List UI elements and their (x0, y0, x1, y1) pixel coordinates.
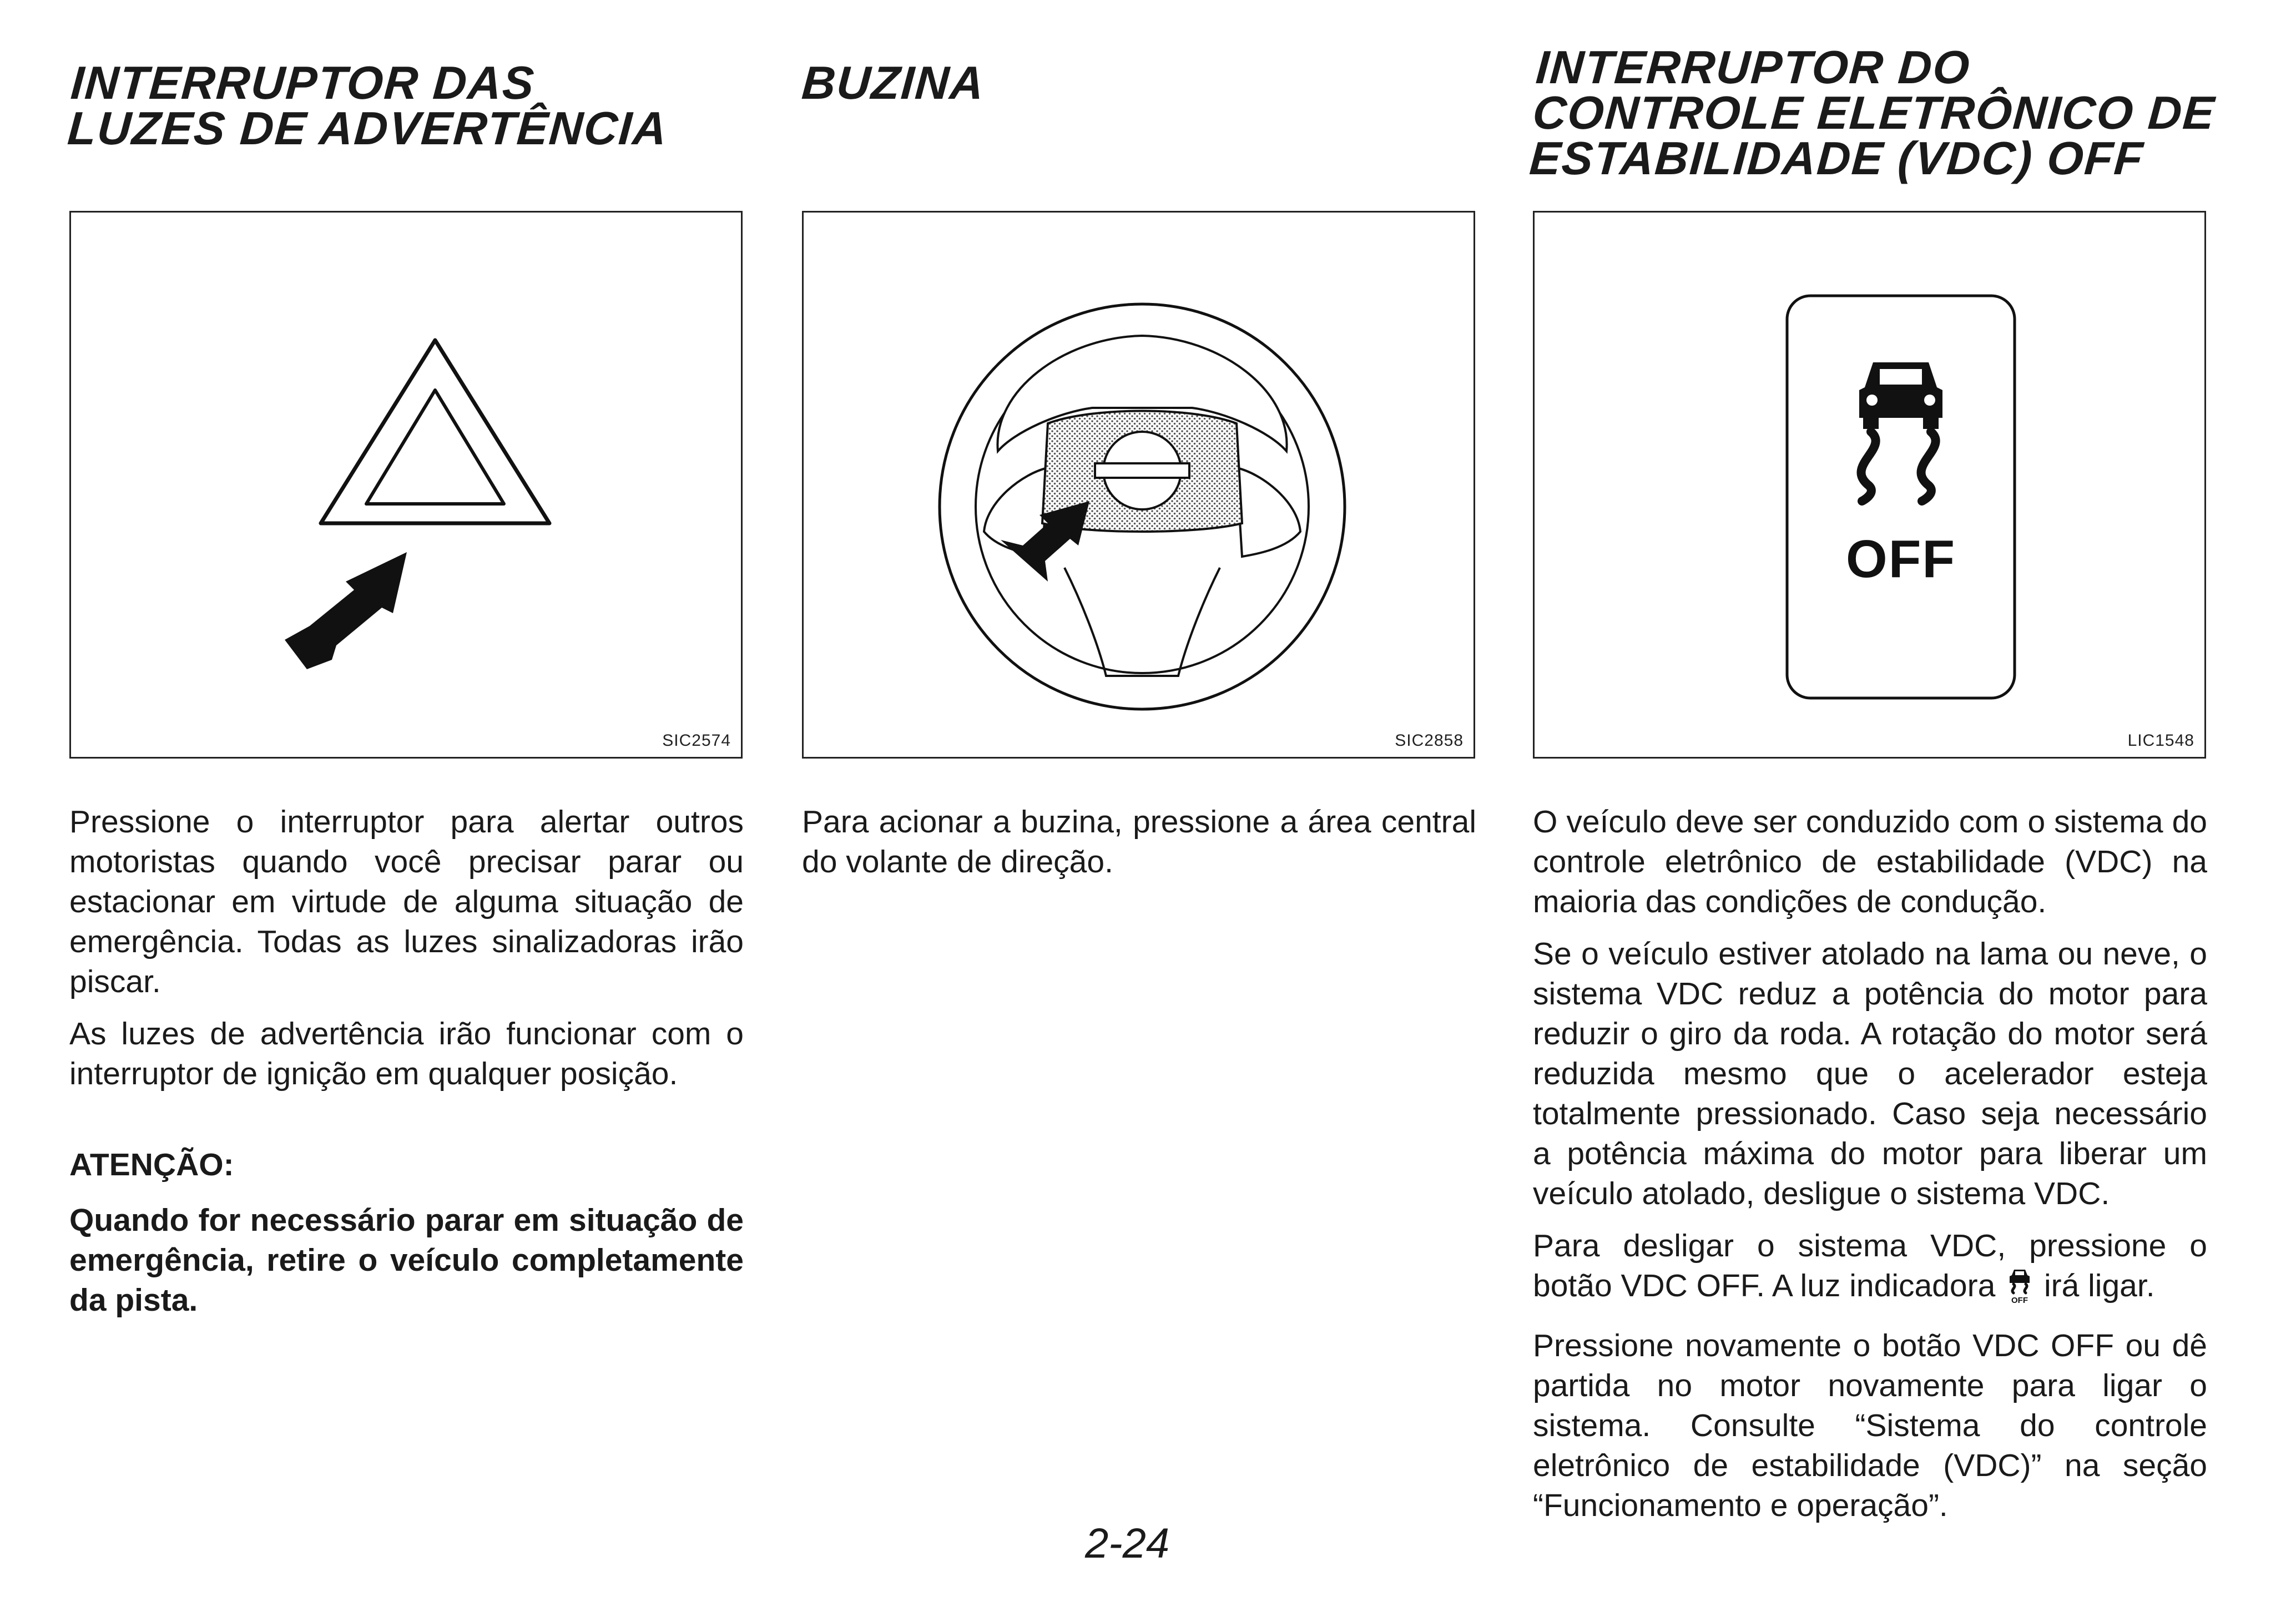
horn-body (802, 802, 1476, 882)
warning-text: Quando for necessário parar em situação de emergência, retire o veículo completamente da pista. (69, 1202, 744, 1318)
title-line: INTERRUPTOR DO (1534, 41, 1972, 93)
title-line: CONTROLE ELETRÔNICO DE (1531, 87, 2217, 139)
hazard-triangle-outer-icon (321, 340, 549, 523)
paragraph-text: Para desligar o sistema VDC, pressione o botão VDC OFF. A luz indicadora (1533, 1228, 2207, 1303)
section-title-horn (800, 57, 1525, 109)
nissan-logo-bar (1095, 463, 1189, 478)
paragraph-with-icon (1533, 1226, 2207, 1313)
paragraph: Pressione o interruptor para alertar outros motoristas quando você precisar parar ou estacionar em virtude de alguma situação de emergência. Todas as luzes sinalizadoras irão piscar. (69, 804, 744, 999)
warning-title: ATENÇÃO: (69, 1147, 234, 1183)
paragraph: O veículo deve ser conduzido com o sistema do controle eletrônico de estabilidade (VDC) na maioria das condições de condução. (1533, 804, 2207, 919)
vdc-body (1533, 802, 2207, 1525)
steering-wheel-illustration (804, 213, 1474, 757)
paragraph: Se o veículo estiver atolado na lama ou neve, o sistema VDC reduz a potência do motor para reduzir o giro da roda. A rotação do motor será reduzida mesmo que o acelerador esteja totalmente pressionado. Caso seja necessário a potência máxima do motor para liberar um veículo atolado, desligue o sistema VDC. (1533, 936, 2207, 1211)
wheel-right-spoke (1237, 468, 1300, 557)
paragraph: Para acionar a buzina, pressione a área central do volante de direção. (802, 804, 1476, 880)
figure-code: SIC2574 (662, 731, 731, 750)
vdc-switch-illustration (1535, 213, 2204, 757)
vdc-indicator-label: OFF (2011, 1296, 2028, 1304)
vdc-off-indicator-icon (2006, 1267, 2033, 1313)
page-number: 2-24 (1085, 1520, 1170, 1567)
section-title-vdc (1527, 41, 2259, 184)
hazard-triangle-illustration (71, 213, 741, 757)
figure-code: LIC1548 (2127, 731, 2194, 750)
column-hazard (65, 0, 744, 1617)
title-line: BUZINA (800, 57, 987, 109)
figure-vdc-switch (1533, 211, 2206, 759)
vdc-off-button-icon (1787, 296, 2015, 698)
paragraph: As luzes de advertência irão funcionar com o interruptor de ignição em qualquer posição. (69, 1016, 744, 1092)
vdc-off-label: OFF (1846, 529, 1956, 589)
title-line: ESTABILIDADE (VDC) OFF (1527, 132, 2146, 184)
figure-code: SIC2858 (1395, 731, 1464, 750)
title-line: LUZES DE ADVERTÊNCIA (65, 102, 670, 154)
wheel-lower-spoke (1064, 568, 1220, 676)
title-line: INTERRUPTOR DAS (69, 57, 537, 109)
figure-hazard-switch (69, 211, 743, 759)
column-horn (802, 0, 1476, 1617)
figure-horn (802, 211, 1475, 759)
paragraph: Pressione novamente o botão VDC OFF ou dê partida no motor novamente para ligar o sistema. Consulte “Sistema do controle eletrônico de estabilidade (VDC)” na seção “Funcionamento e operação”. (1533, 1328, 2207, 1523)
column-vdc (1527, 0, 2217, 1617)
hazard-body (69, 802, 744, 1320)
press-arrow-icon (285, 552, 407, 669)
paragraph-text: irá ligar. (2043, 1268, 2155, 1303)
hazard-triangle-inner-icon (366, 390, 504, 504)
section-title-hazard (65, 57, 794, 154)
